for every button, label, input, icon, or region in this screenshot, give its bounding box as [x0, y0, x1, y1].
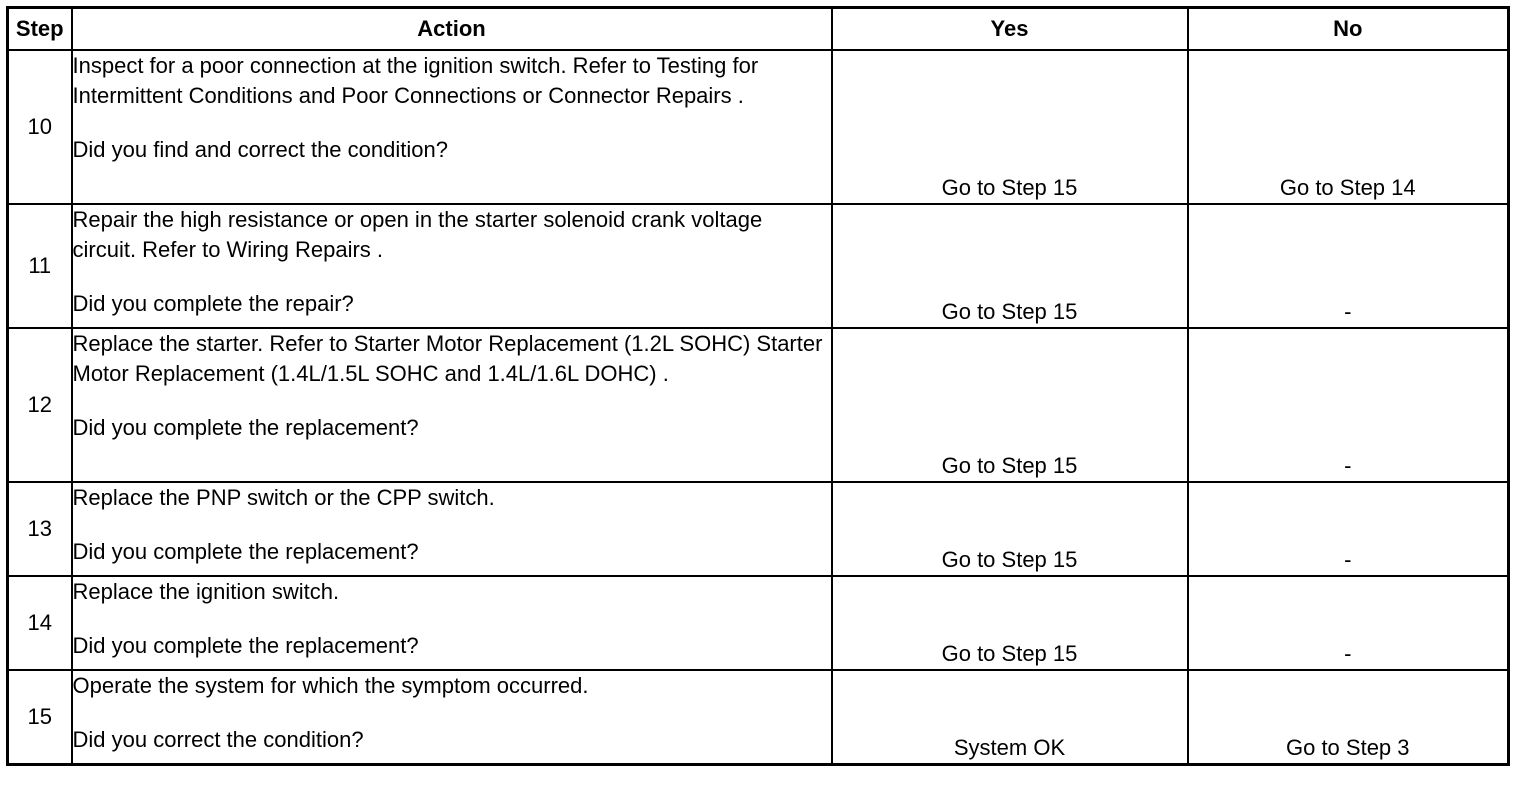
- no-result: -: [1188, 328, 1509, 482]
- no-result: -: [1188, 204, 1509, 328]
- action-cell: [72, 670, 832, 764]
- no-result: Go to Step 14: [1188, 50, 1509, 204]
- yes-result: Go to Step 15: [832, 204, 1188, 328]
- action-instruction: Replace the PNP switch or the CPP switch.: [72, 485, 495, 510]
- yes-result: Go to Step 15: [832, 576, 1188, 670]
- action-instruction: Repair the high resistance or open in the starter solenoid crank voltage circuit. Refer to Wiring Repairs .: [72, 207, 763, 262]
- action-cell: [72, 482, 832, 576]
- yes-result: Go to Step 15: [832, 328, 1188, 482]
- action-question: Did you complete the repair?: [72, 291, 354, 316]
- action-cell: [72, 328, 832, 482]
- header-yes: Yes: [832, 8, 1188, 51]
- step-number: 11: [8, 204, 72, 328]
- header-step: Step: [8, 8, 72, 51]
- header-no: No: [1188, 8, 1509, 51]
- step-number: 12: [8, 328, 72, 482]
- yes-result: Go to Step 15: [832, 50, 1188, 204]
- action-question: Did you complete the replacement?: [72, 415, 419, 440]
- action-instruction: Replace the starter. Refer to Starter Motor Replacement (1.2L SOHC) Starter Motor Replacement (1.4L/1.5L SOHC and 1.4L/1.6L DOHC) .: [72, 331, 823, 386]
- table-row: [8, 50, 1509, 204]
- action-question: Did you correct the condition?: [72, 727, 364, 752]
- action-instruction: Operate the system for which the symptom occurred.: [72, 673, 589, 698]
- step-number: 15: [8, 670, 72, 764]
- action-instruction: Inspect for a poor connection at the ignition switch. Refer to Testing for Intermittent Conditions and Poor Connections or Connector Repairs .: [72, 53, 759, 108]
- table-row: [8, 482, 1509, 576]
- table-row: [8, 670, 1509, 764]
- header-action: Action: [72, 8, 832, 51]
- action-question: Did you complete the replacement?: [72, 539, 419, 564]
- table-row: [8, 204, 1509, 328]
- table-row: [8, 328, 1509, 482]
- header-row: [8, 8, 1509, 51]
- action-instruction: Replace the ignition switch.: [72, 579, 340, 604]
- action-question: Did you complete the replacement?: [72, 633, 419, 658]
- action-cell: [72, 576, 832, 670]
- action-cell: [72, 204, 832, 328]
- no-result: -: [1188, 482, 1509, 576]
- step-number: 10: [8, 50, 72, 204]
- no-result: -: [1188, 576, 1509, 670]
- yes-result: Go to Step 15: [832, 482, 1188, 576]
- action-cell: [72, 50, 832, 204]
- action-question: Did you find and correct the condition?: [72, 137, 448, 162]
- table-row: [8, 576, 1509, 670]
- step-number: 14: [8, 576, 72, 670]
- yes-result: System OK: [832, 670, 1188, 764]
- step-number: 13: [8, 482, 72, 576]
- diagnostic-table: [6, 6, 1510, 766]
- no-result: Go to Step 3: [1188, 670, 1509, 764]
